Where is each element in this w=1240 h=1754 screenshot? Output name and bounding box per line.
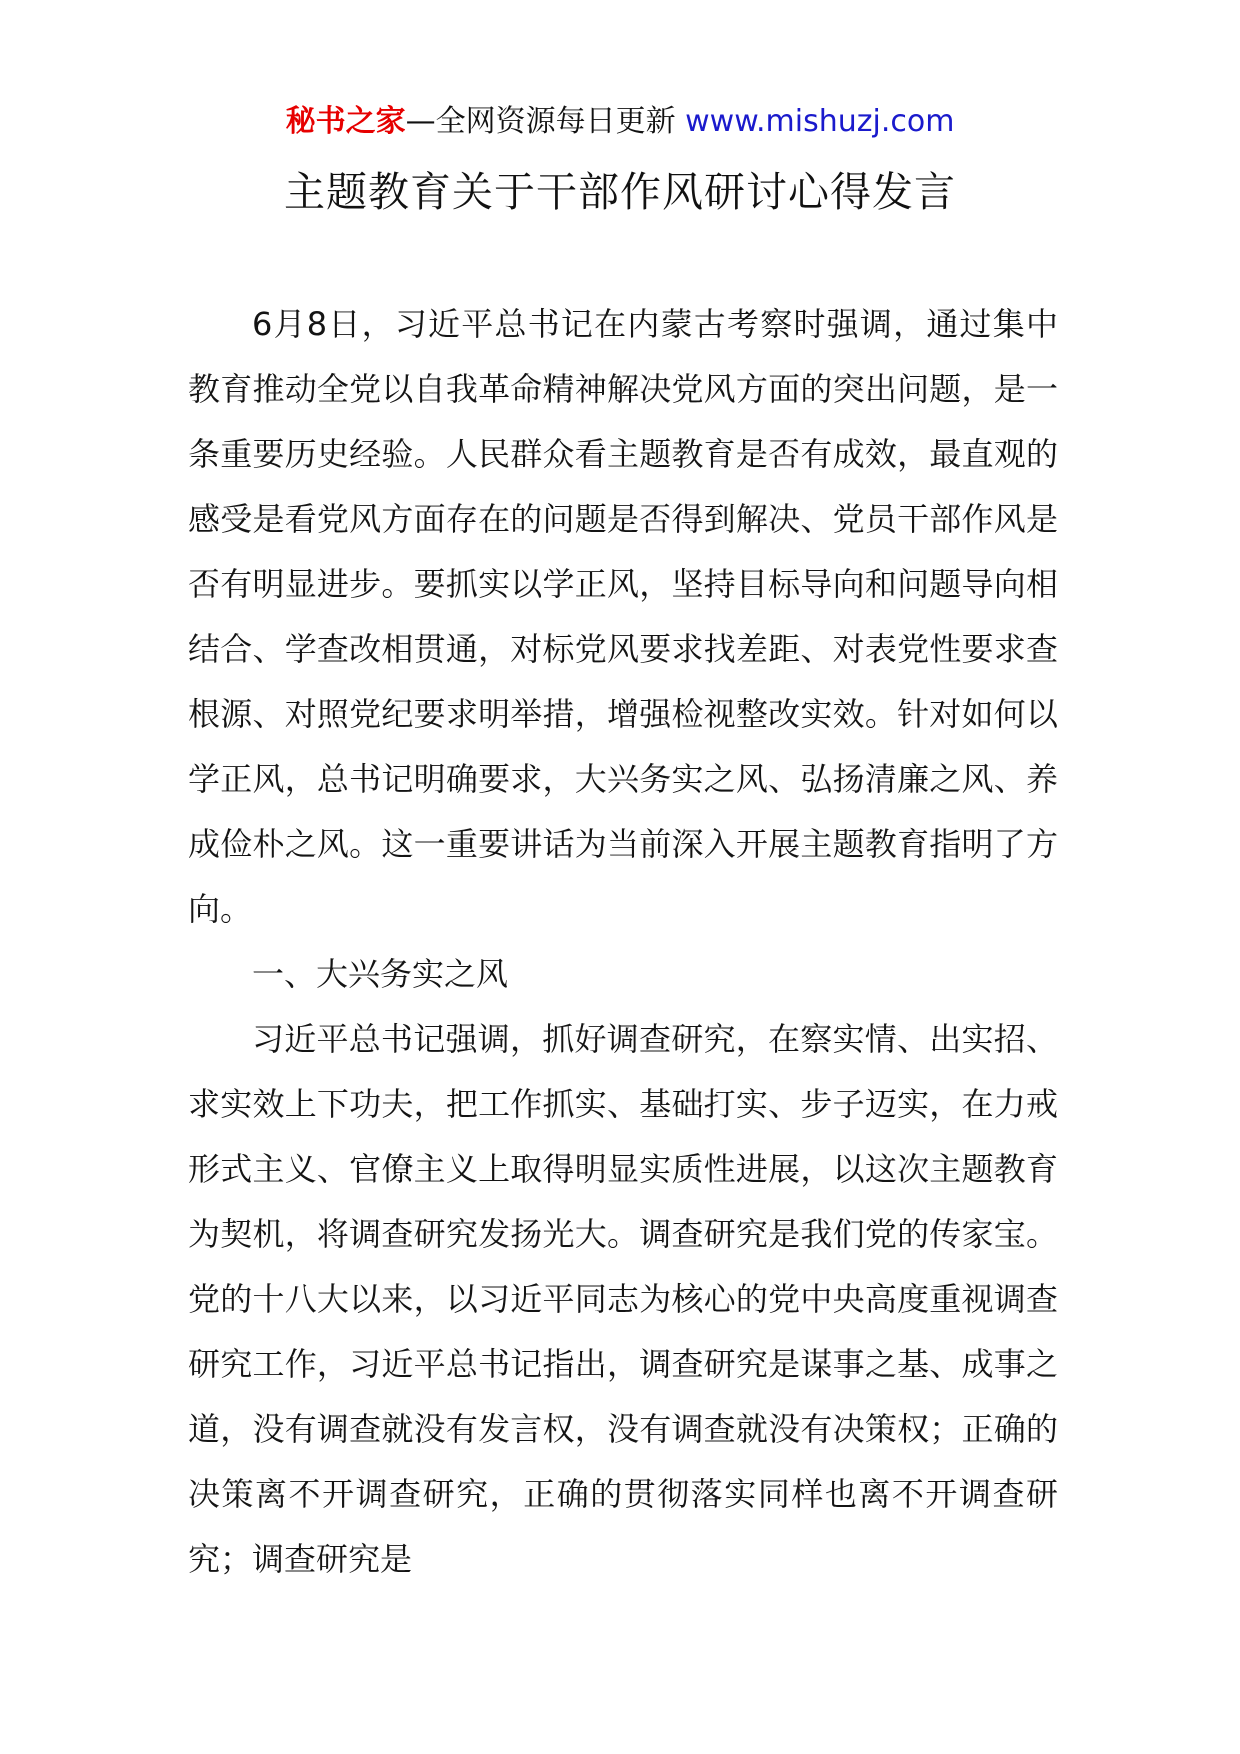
body-paragraph: 习近平总书记强调，抓好调查研究，在察实情、出实招、求实效上下功夫，把工作抓实、基础打实、步子迈实，在力戒形式主义、官僚主义上取得明显实质性进展，以这次主题教育为契机，将调查研究发扬光大。调查研究是我们党的传家宝。党的十八大以来，以习近平同志为核心的党中央高度重视调查研究工作，习近平总书记指出，调查研究是谋事之基、成事之道，没有调查就没有发言权，没有调查就没有决策权；正确的决策离不开调查研究，正确的贯彻落实同样也离不开调查研究；调查研究是 bbox=[188, 1020, 1058, 1578]
site-url: www.mishuzj.com bbox=[685, 104, 955, 139]
brand-name: 秘书之家 bbox=[285, 104, 406, 139]
section-heading: 一、大兴务实之风 bbox=[252, 955, 509, 993]
document-title: 主题教育关于干部作风研讨心得发言 bbox=[284, 168, 956, 216]
body-paragraph: 6月8日，习近平总书记在内蒙古考察时强调，通过集中教育推动全党以自我革命精神解决党风方面的突出问题，是一条重要历史经验。人民群众看主题教育是否有成效，最直观的感受是看党风方面存在的问题是否得到解决、党员干部作风是否有明显进步。要抓实以学正风，坚持目标导向和问题导向相结合、学查改相贯通，对标党风要求找差距、对表党性要求查根源、对照党纪要求明举措，增强检视整改实效。针对如何以学正风，总书记明确要求，大兴务实之风、弘扬清廉之风、养成俭朴之风。这一重要讲话为当前深入开展主题教育指明了方向。 bbox=[188, 305, 1058, 928]
page-header bbox=[0, 102, 1240, 142]
document-body bbox=[188, 292, 1058, 1592]
header-slogan: —全网资源每日更新 bbox=[405, 104, 686, 139]
